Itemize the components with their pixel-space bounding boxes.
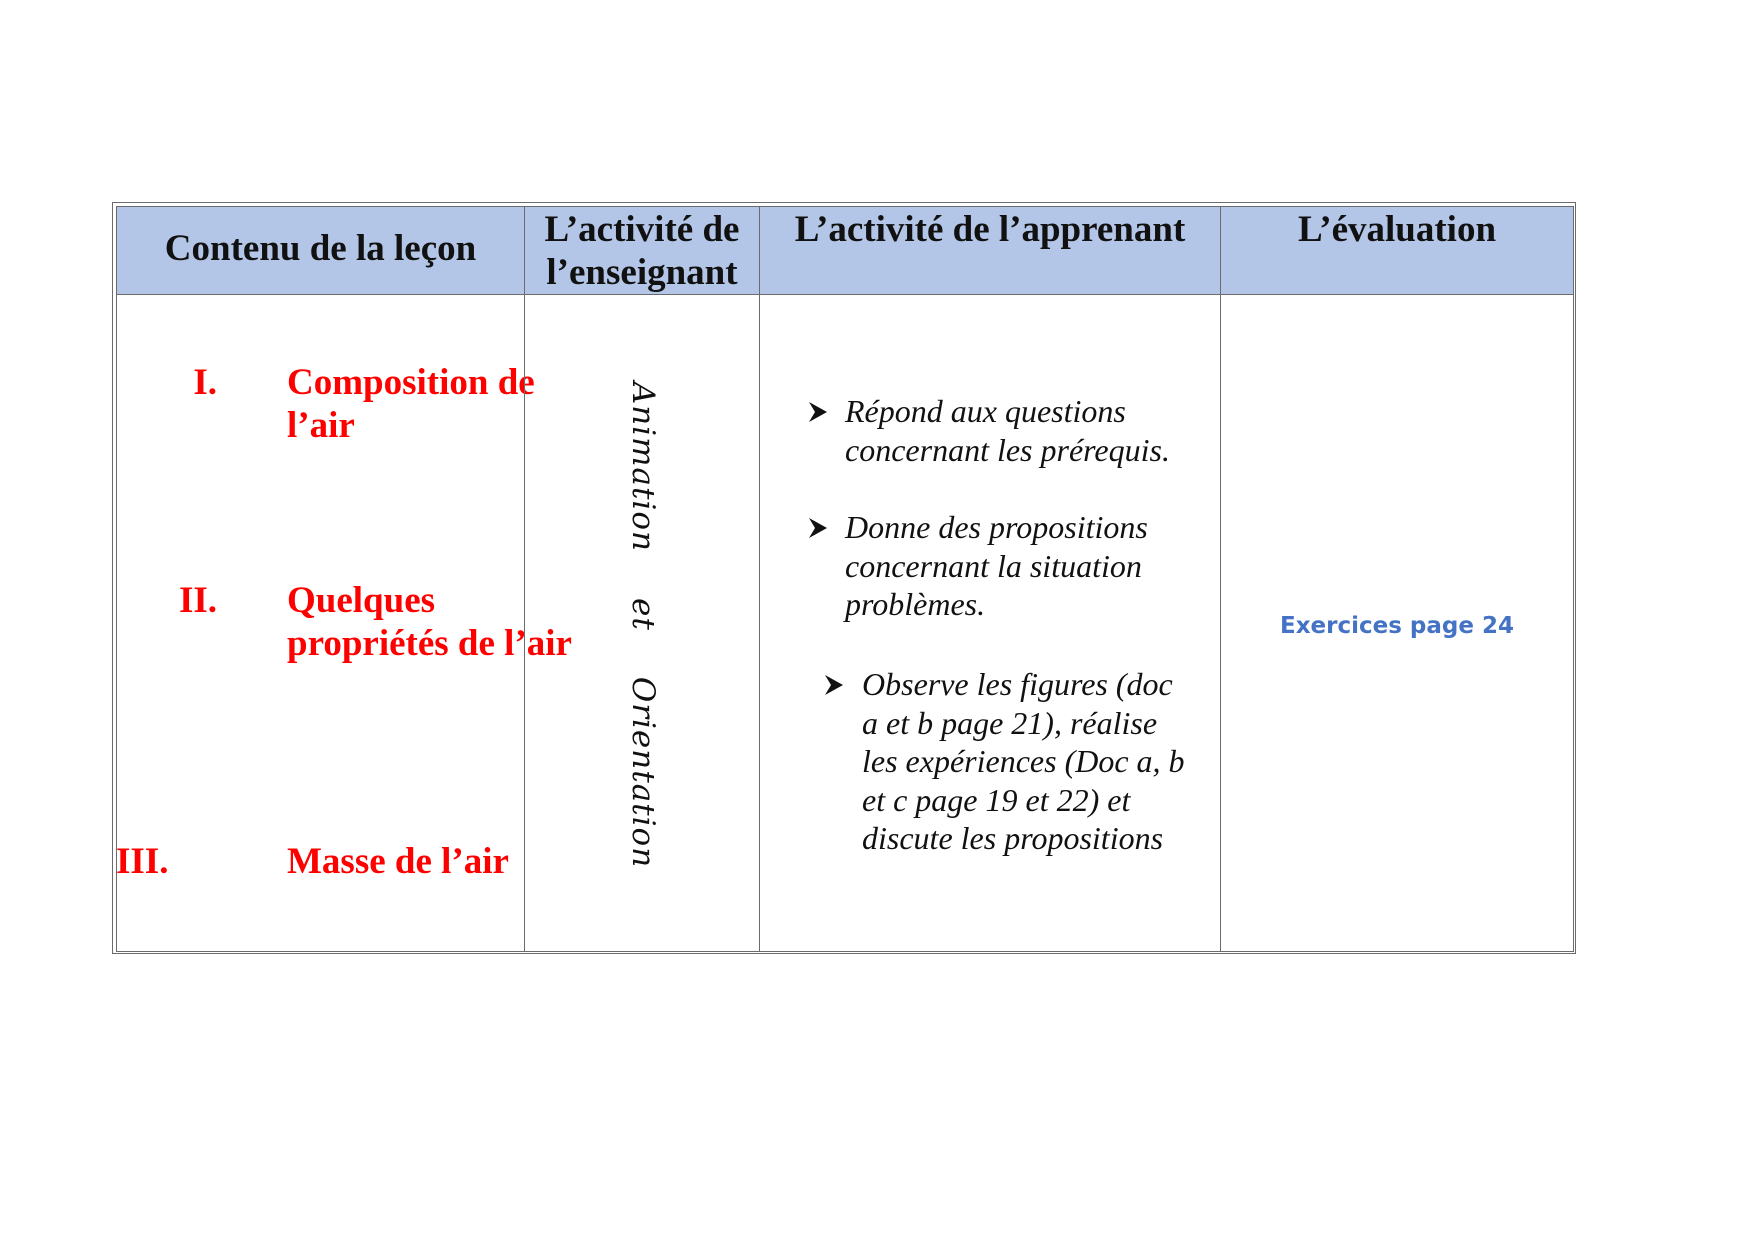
cell-lesson-content bbox=[116, 294, 572, 952]
learner-item-line: a et b page 21), réalise bbox=[862, 704, 1158, 741]
arrowhead-bullet-icon bbox=[808, 517, 828, 539]
cell-learner-activity bbox=[759, 294, 1221, 952]
header-cell-teacher-activity bbox=[524, 206, 760, 295]
cell-teacher-activity bbox=[524, 294, 760, 952]
learner-item-line: concernant la situation bbox=[845, 547, 1142, 584]
lesson-item-title-cont: propriétés de l’air bbox=[287, 623, 572, 664]
learner-item-line: Observe les figures (doc bbox=[862, 666, 1173, 702]
lesson-item-title: Quelques bbox=[287, 580, 436, 621]
lesson-table-grid bbox=[116, 206, 1572, 950]
learner-item-line: discute les propositions bbox=[862, 820, 1164, 856]
lesson-item-number: III. bbox=[116, 841, 169, 882]
arrowhead-bullet-icon bbox=[824, 674, 844, 696]
arrowhead-bullet-icon bbox=[808, 401, 828, 423]
teacher-activity-word-et: et bbox=[625, 597, 661, 631]
lesson-item-number: II. bbox=[178, 580, 217, 621]
lesson-item-title-cont: l’air bbox=[287, 405, 355, 446]
header-teacher-activity-line1: L’activité de bbox=[544, 209, 740, 250]
learner-item-line: les expériences (Doc a, b bbox=[862, 743, 1185, 779]
header-learner-activity: L’activité de l’apprenant bbox=[794, 209, 1186, 250]
header-cell-evaluation bbox=[1220, 206, 1574, 295]
cell-evaluation bbox=[1220, 294, 1574, 952]
learner-item-line: et c page 19 et 22) et bbox=[862, 781, 1131, 818]
header-cell-lesson-content bbox=[116, 206, 525, 295]
teacher-activity-word-animation: Animation bbox=[625, 381, 661, 552]
teacher-activity-word-orientation: Orientation bbox=[625, 676, 661, 869]
learner-item-line: problèmes. bbox=[845, 586, 986, 622]
learner-item-line: Donne des propositions bbox=[845, 509, 1148, 545]
header-lesson-content: Contenu de la leçon bbox=[164, 228, 477, 269]
lesson-item-title: Composition de bbox=[287, 362, 535, 403]
learner-item-line: Répond aux questions bbox=[845, 393, 1126, 429]
header-evaluation: L’évaluation bbox=[1297, 209, 1497, 250]
lesson-item-title: Masse de l’air bbox=[287, 841, 509, 882]
header-teacher-activity-line2: l’enseignant bbox=[546, 252, 738, 293]
learner-item-line: concernant les prérequis. bbox=[845, 431, 1170, 468]
evaluation-exercises-link: Exercices page 24 bbox=[1280, 613, 1514, 639]
header-cell-learner-activity bbox=[759, 206, 1221, 295]
teacher-activity-text bbox=[625, 382, 661, 868]
lesson-table bbox=[112, 202, 1576, 954]
lesson-item-number: I. bbox=[193, 362, 217, 403]
